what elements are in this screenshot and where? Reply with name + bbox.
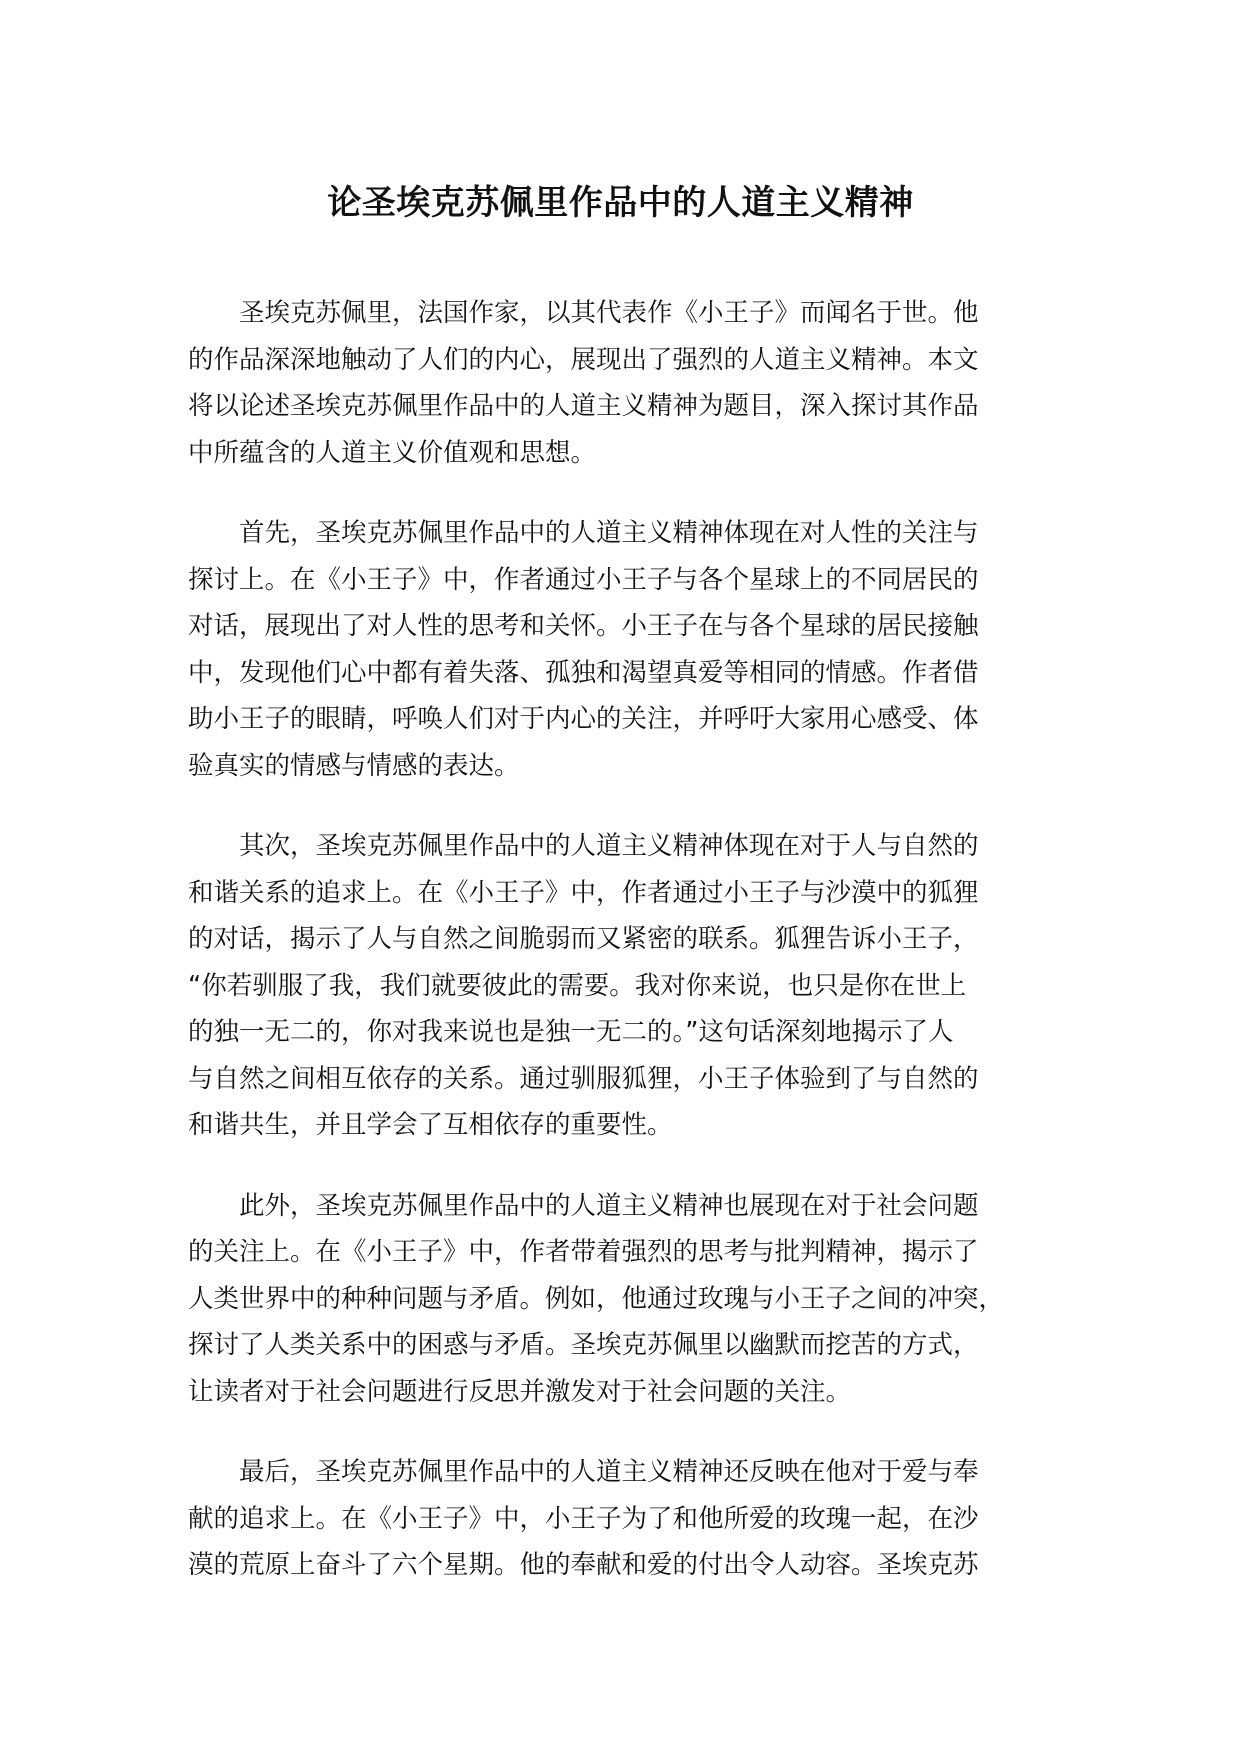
text-line: 首先，圣埃克苏佩里作品中的人道主义精神体现在对人性的关注与 [188, 518, 979, 548]
text-line: 圣埃克苏佩里，法国作家，以其代表作《小王子》而闻名于世。他 [188, 298, 979, 328]
document-body [188, 290, 1056, 1623]
text-line: 助小王子的眼睛，呼唤人们对于内心的关注，并呼吁大家用心感受、体 [188, 704, 979, 734]
text-line: 最后，圣埃克苏佩里作品中的人道主义精神还反映在他对于爱与奉 [188, 1457, 979, 1487]
paragraph-5 [188, 1449, 1056, 1589]
text-line: 探讨了人类关系中的困惑与矛盾。圣埃克苏佩里以幽默而挖苦的方式， [188, 1330, 979, 1360]
text-line: 将以论述圣埃克苏佩里作品中的人道主义精神为题目，深入探讨其作品 [188, 391, 979, 421]
text-line: 与自然之间相互依存的关系。通过驯服狐狸，小王子体验到了与自然的 [188, 1063, 979, 1094]
text-line: 中所蕴含的人道主义价值观和思想。 [188, 437, 597, 468]
text-line: 让读者对于社会问题进行反思并激发对于社会问题的关注。 [188, 1376, 852, 1407]
document-title: 论圣埃克苏佩里作品中的人道主义精神 [327, 183, 914, 223]
text-line: 和谐共生，并且学会了互相依存的重要性。 [188, 1110, 673, 1140]
text-line: 此外，圣埃克苏佩里作品中的人道主义精神也展现在对于社会问题 [188, 1190, 979, 1221]
text-line: 对话，展现出了对人性的思考和关怀。小王子在与各个星球的居民接触 [188, 611, 979, 641]
text-line: 中，发现他们心中都有着失落、孤独和渴望真爱等相同的情感。作者借 [188, 657, 979, 688]
text-line: 的对话，揭示了人与自然之间脆弱而又紧密的联系。狐狸告诉小王子， [188, 924, 979, 954]
text-line: 的关注上。在《小王子》中，作者带着强烈的思考与批判精神，揭示了 [188, 1237, 979, 1267]
text-line: 验真实的情感与情感的表达。 [188, 750, 520, 781]
paragraph-3 [188, 823, 1056, 1149]
paragraph-1 [188, 290, 1056, 476]
text-line: 的作品深深地触动了人们的内心，展现出了强烈的人道主义精神。本文 [188, 344, 979, 375]
text-line: 探讨上。在《小王子》中，作者通过小王子与各个星球上的不同居民的 [188, 564, 979, 595]
paragraph-2 [188, 510, 1056, 789]
text-line: 人类世界中的种种问题与矛盾。例如，他通过玫瑰与小王子之间的冲突， [188, 1283, 1005, 1314]
text-line: “你若驯服了我，我们就要彼此的需要。我对你来说，也只是你在世上 [188, 970, 967, 1001]
text-line: 其次，圣埃克苏佩里作品中的人道主义精神体现在对于人与自然的 [188, 831, 979, 861]
text-line: 的独一无二的，你对我来说也是独一无二的。”这句话深刻地揭示了人 [188, 1017, 954, 1047]
paragraph-4 [188, 1183, 1056, 1416]
text-line: 漠的荒原上奋斗了六个星期。他的奉献和爱的付出令人动容。圣埃克苏 [188, 1550, 979, 1580]
text-line: 献的追求上。在《小王子》中，小王子为了和他所爱的玫瑰一起，在沙 [188, 1503, 979, 1534]
text-line: 和谐关系的追求上。在《小王子》中，作者通过小王子与沙漠中的狐狸 [188, 877, 979, 908]
